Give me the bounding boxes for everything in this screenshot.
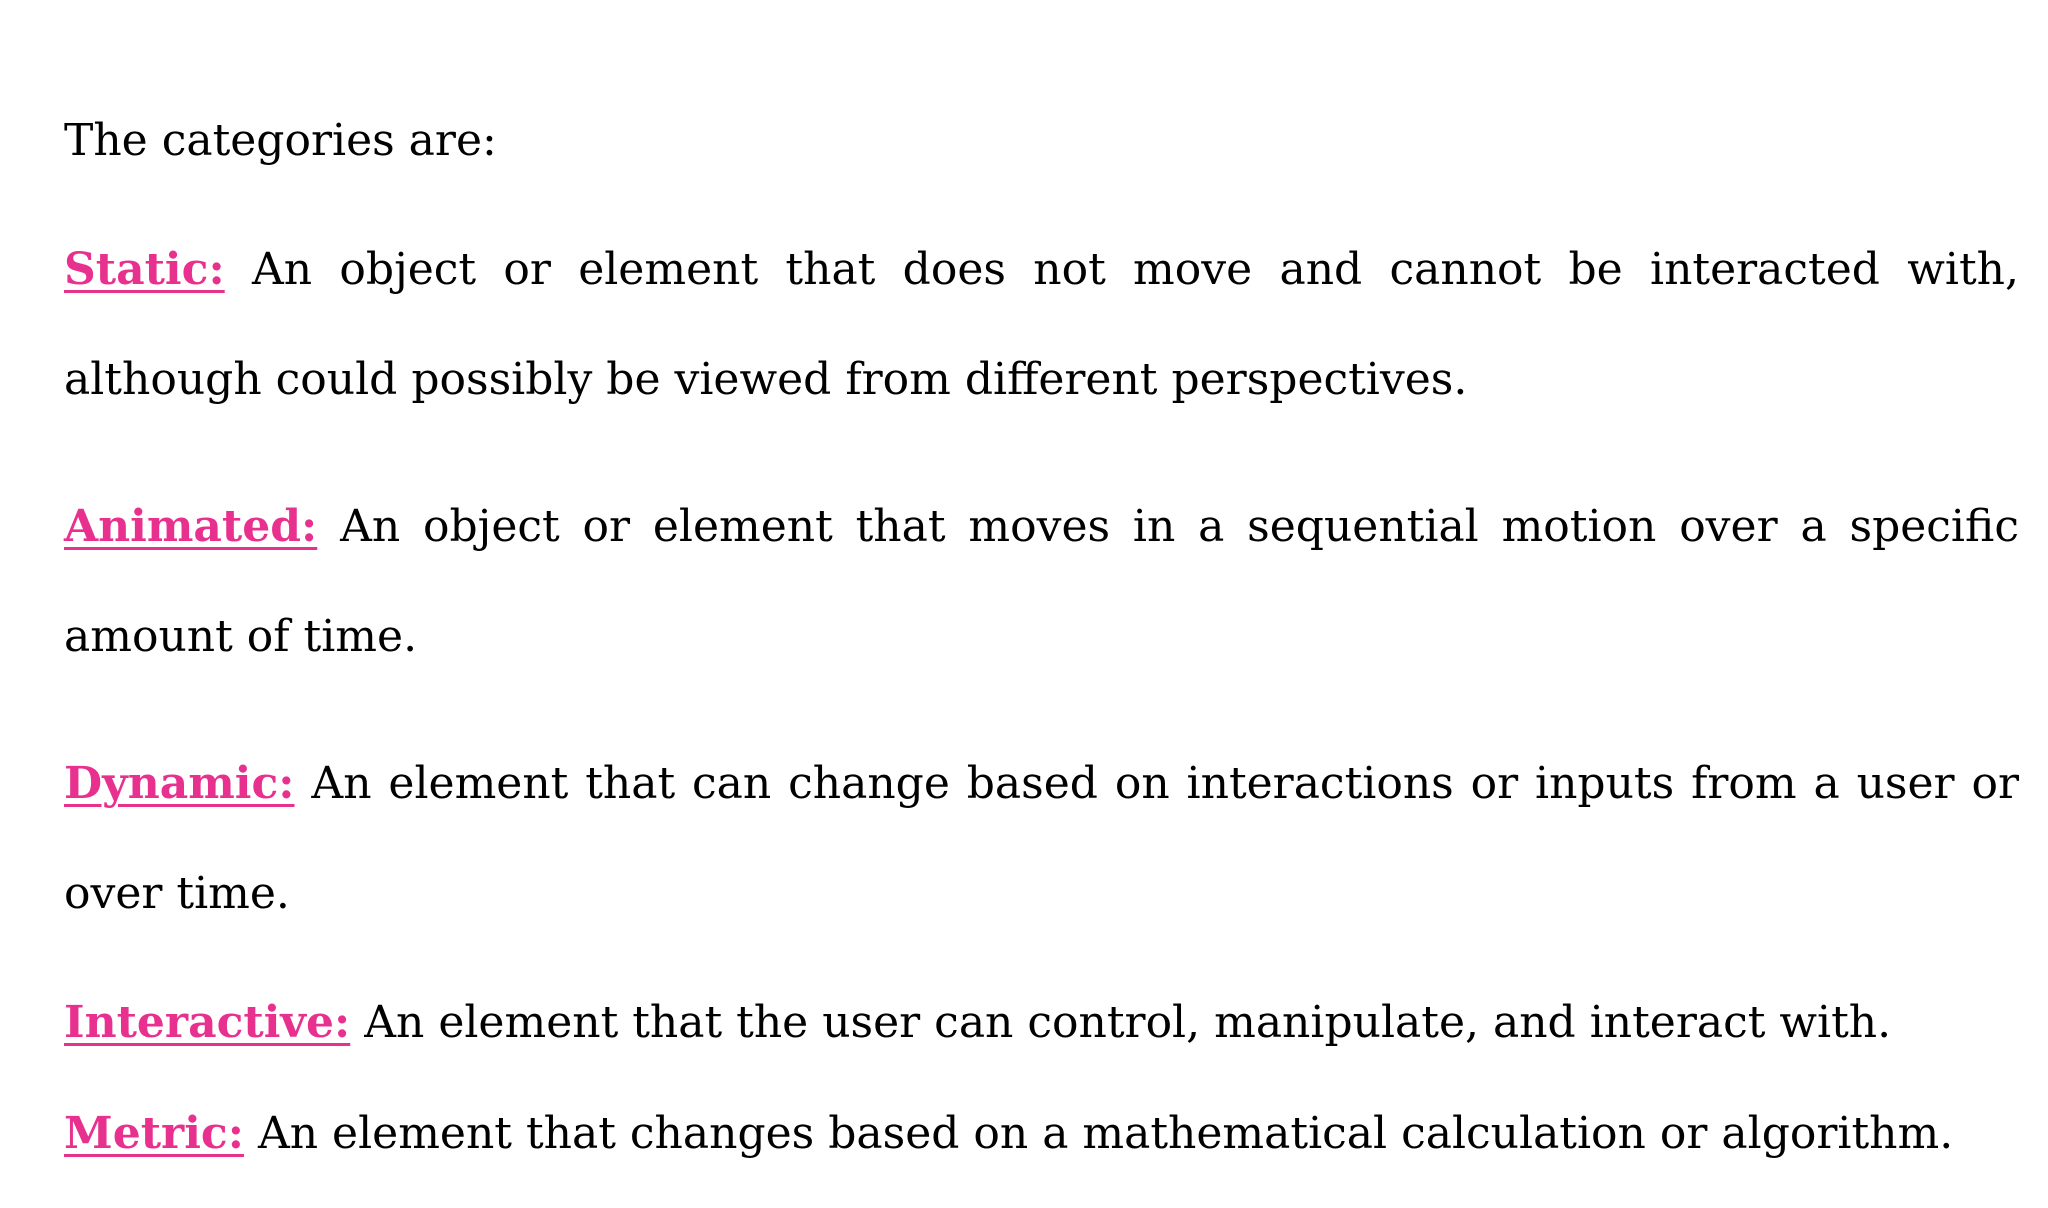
category-dynamic [64, 729, 2019, 949]
category-term: Static: [64, 244, 225, 295]
category-term: Dynamic: [64, 758, 295, 809]
category-animated [64, 472, 2019, 692]
category-term: Animated: [64, 501, 318, 552]
category-metric [64, 1097, 2019, 1171]
intro-text: The categories are: [64, 115, 497, 166]
category-definition: An object or element that moves in a sequential motion over a specific amount of time. [64, 501, 2019, 662]
category-term: Interactive: [64, 997, 351, 1048]
category-term: Metric: [64, 1108, 244, 1159]
category-definition: An element that can change based on interactions or inputs from a user or over time. [64, 758, 2019, 919]
category-definition: An object or element that does not move and cannot be interacted with, although could possibly be viewed from different perspectives. [64, 244, 2019, 405]
category-interactive [64, 986, 2019, 1060]
category-definition: An element that changes based on a mathematical calculation or algorithm. [257, 1108, 1954, 1159]
category-static [64, 215, 2019, 435]
document-body [64, 104, 2019, 1208]
category-definition: An element that the user can control, manipulate, and interact with. [364, 997, 1892, 1048]
